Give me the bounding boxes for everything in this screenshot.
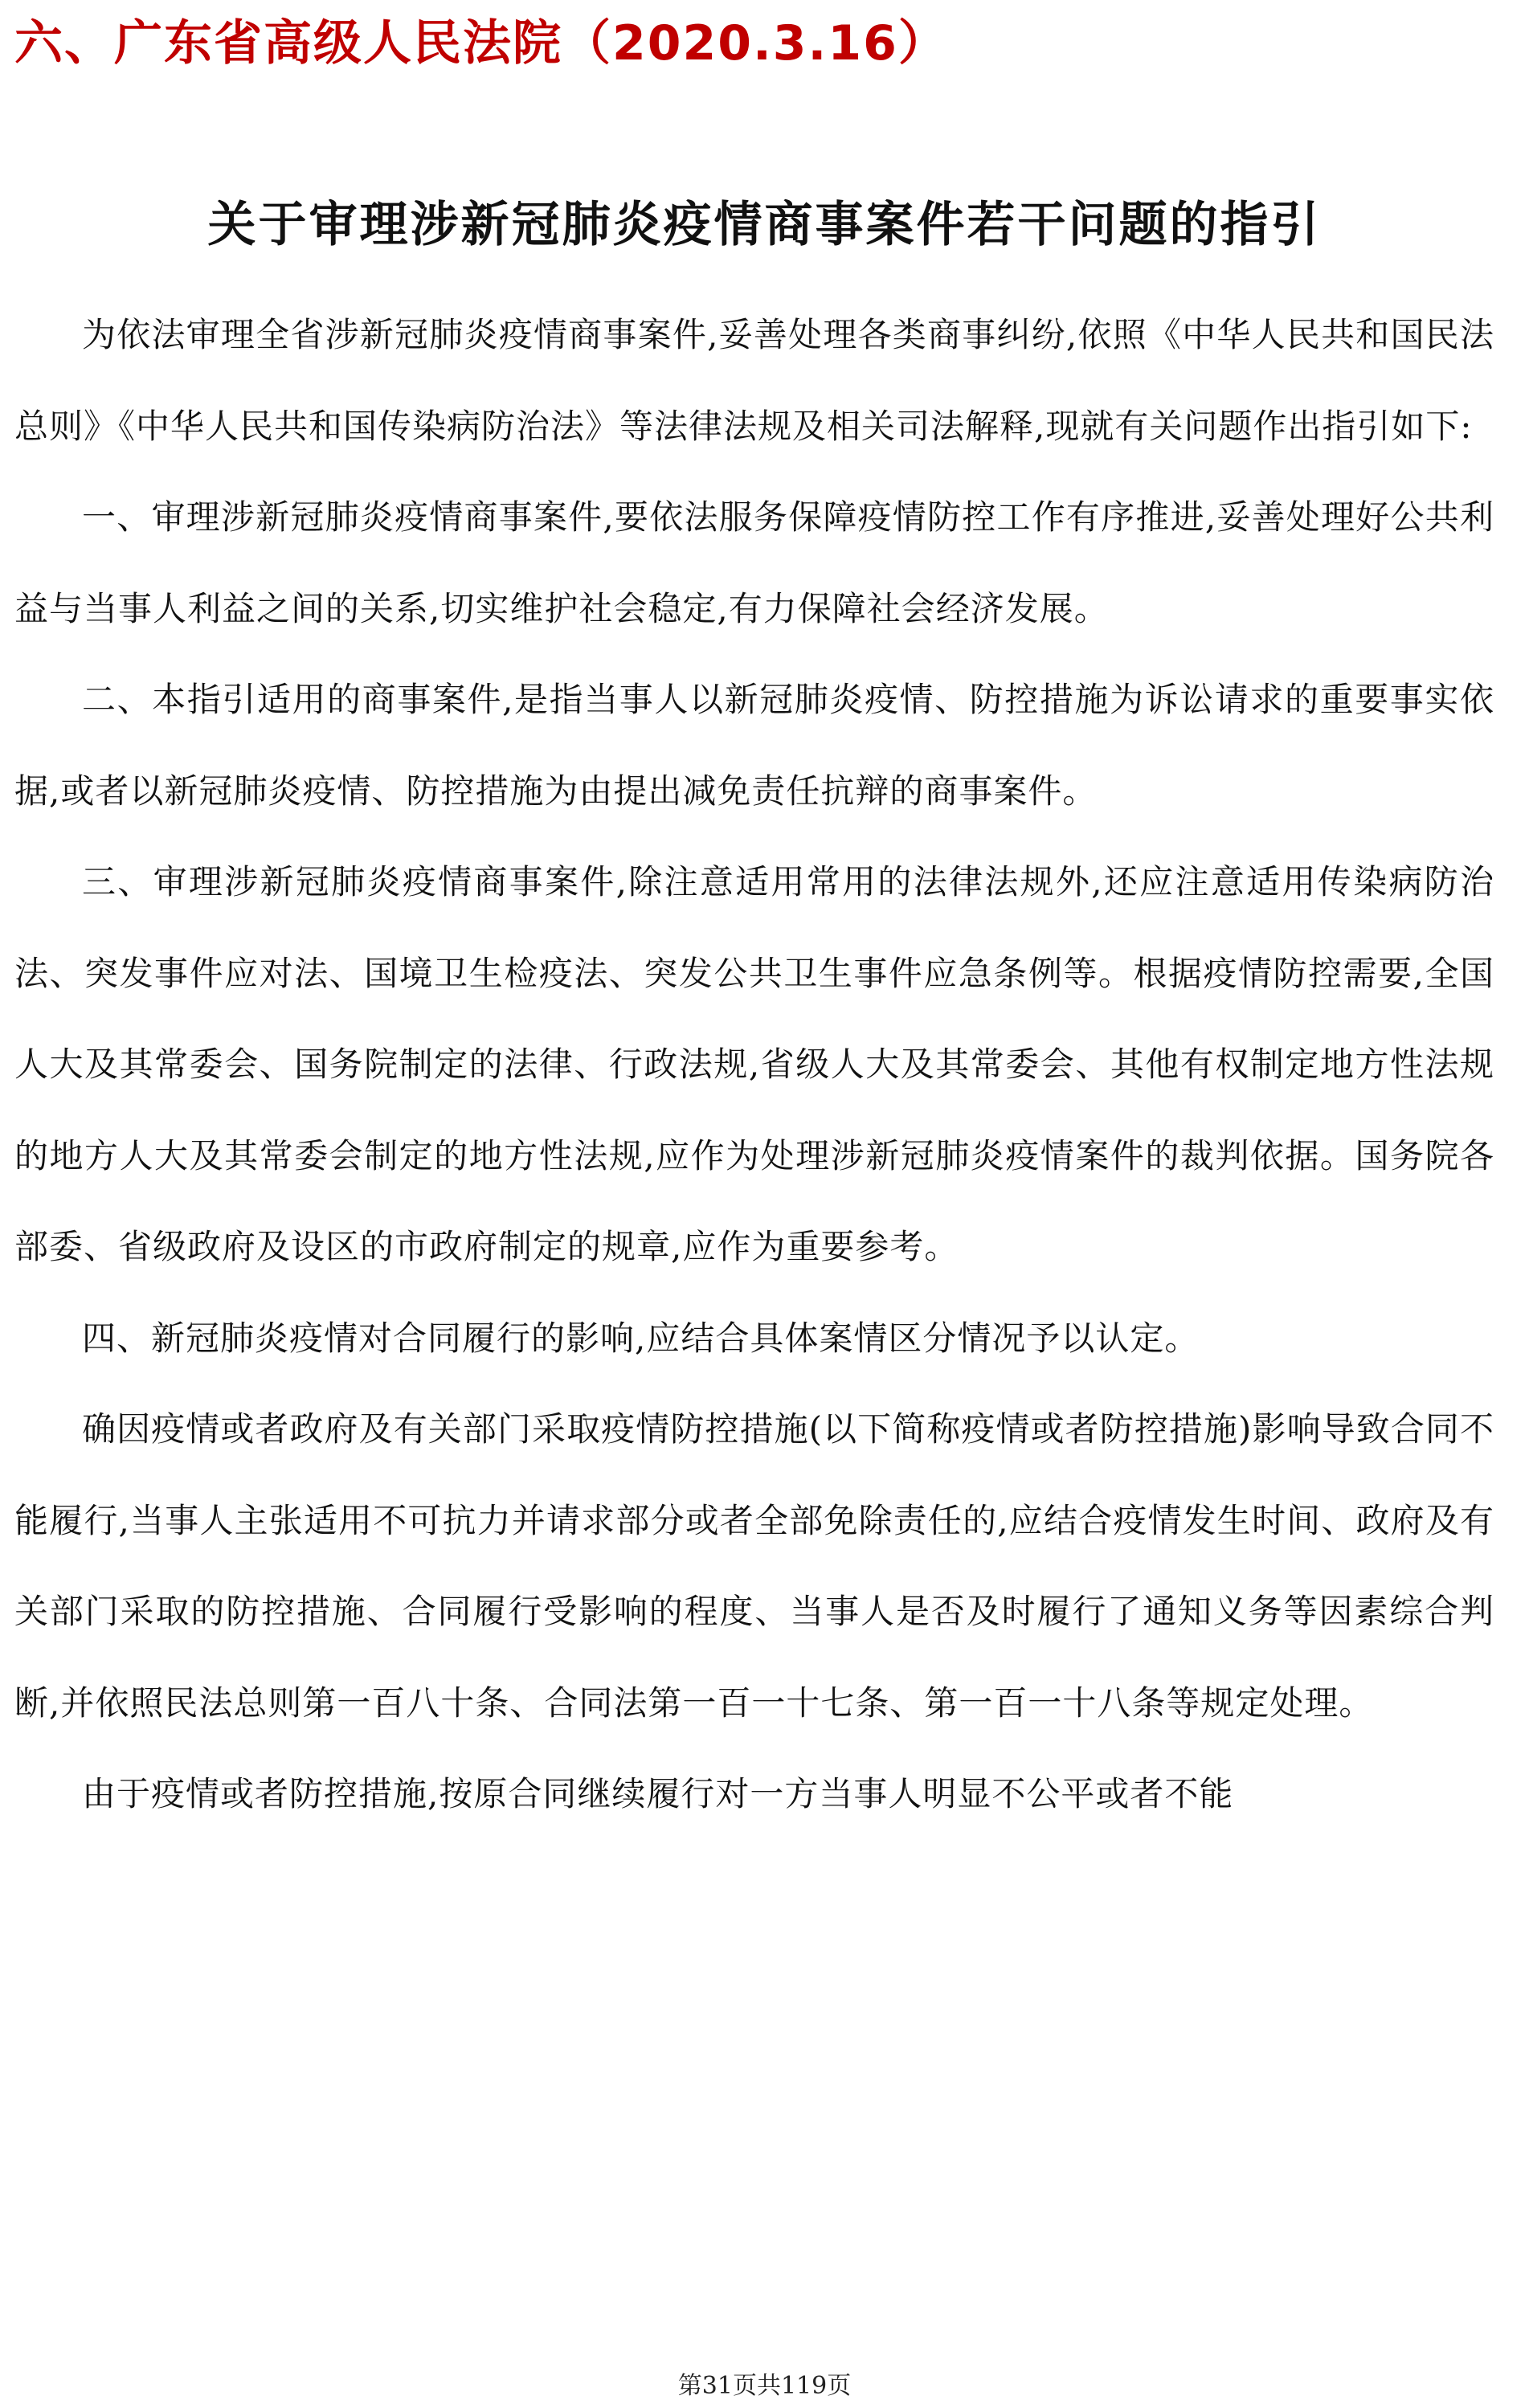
page-footer: 第31页共119页: [677, 2372, 852, 2400]
paragraph-2: 二、本指引适用的商事案件,是指当事人以新冠肺炎疫情、防控措施为诉讼请求的重要事实依据,或者以新冠肺炎疫情、防控措施为由提出减免责任抗辩的商事案件。: [14, 680, 1494, 811]
document-title: 关于审理涉新冠肺炎疫情商事案件若干问题的指引: [207, 197, 1322, 253]
paragraph-1: 一、审理涉新冠肺炎疫情商事案件,要依法服务保障疫情防控工作有序推进,妥善处理好公共利益与当事人利益之间的关系,切实维护社会稳定,有力保障社会经济发展。: [14, 497, 1494, 628]
section-heading: 六、广东省高级人民法院（2020.3.16）: [14, 15, 948, 72]
paragraph-3: 三、审理涉新冠肺炎疫情商事案件,除注意适用常用的法律法规外,还应注意适用传染病防治法、突发事件应对法、国境卫生检疫法、突发公共卫生事件应急条例等。根据疫情防控需要,全国人大及其常委会、国务院制定的法律、行政法规,省级人大及其常委会、其他有权制定地方性法规的地方人大及其常委会制定的地方性法规,应作为处理涉新冠肺炎疫情案件的裁判依据。国务院各部委、省级政府及设区的市政府制定的规章,应作为重要参考。: [14, 862, 1494, 1266]
paragraph-4-force-majeure: 确因疫情或者政府及有关部门采取疫情防控措施(以下简称疫情或者防控措施)影响导致合同不能履行,当事人主张适用不可抗力并请求部分或者全部免除责任的,应结合疫情发生时间、政府及有关部门采取的防控措施、合同履行受影响的程度、当事人是否及时履行了通知义务等因素综合判断,并依照民法总则第一百八十条、合同法第一百一十七条、第一百一十八条等规定处理。: [14, 1409, 1494, 1723]
paragraph-intro: 为依法审理全省涉新冠肺炎疫情商事案件,妥善处理各类商事纠纷,依照《中华人民共和国民法总则》《中华人民共和国传染病防治法》等法律法规及相关司法解释,现就有关问题作出指引如下:: [14, 315, 1494, 446]
document-body: [14, 289, 1494, 1840]
paragraph-4: 四、新冠肺炎疫情对合同履行的影响,应结合具体案情区分情况予以认定。: [82, 1318, 1200, 1358]
paragraph-4-unfairness: 由于疫情或者防控措施,按原合同继续履行对一方当事人明显不公平或者不能: [82, 1774, 1234, 1813]
